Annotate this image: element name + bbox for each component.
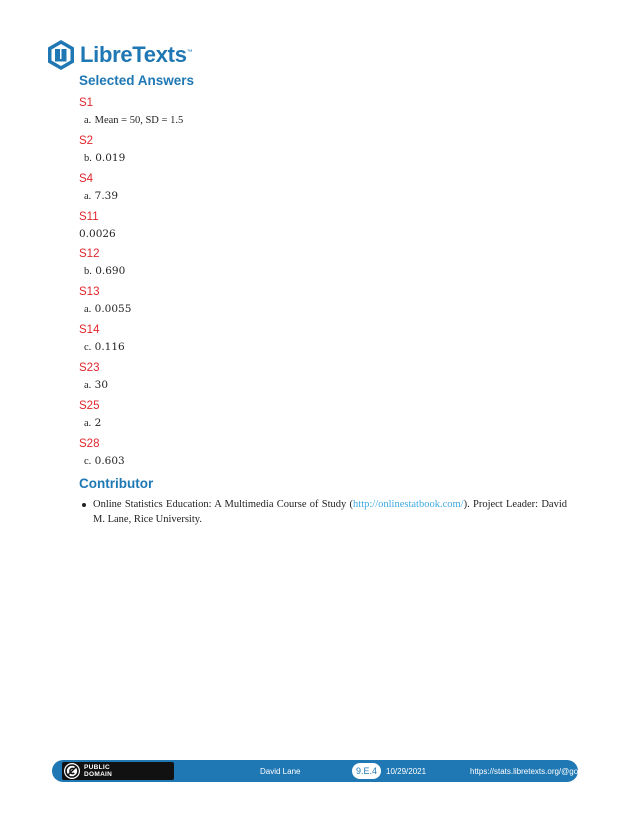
answer-value: a. 7.39	[84, 190, 119, 202]
public-domain-badge[interactable]	[62, 762, 174, 780]
question-label: S1	[79, 97, 94, 109]
license-text: PUBLIC DOMAIN	[84, 764, 113, 778]
answer-value: c. 0.603	[84, 455, 125, 467]
question-label: S14	[79, 324, 100, 336]
answer-item	[79, 285, 567, 317]
answer-item	[79, 247, 567, 279]
answer-item	[79, 96, 567, 128]
answer-item	[79, 437, 567, 469]
contributor-item: Online Statistics Education: A Multimedia Course of Study (http://onlinestatbook.com/). Project Leader: David M. Lane, Rice University.	[93, 499, 567, 525]
answer-item	[79, 134, 567, 166]
question-label: S4	[79, 173, 94, 185]
footer-page-number: 9.E.4	[352, 763, 381, 779]
answer-value: a. 0.0055	[84, 303, 132, 315]
public-domain-icon	[64, 763, 80, 779]
footer-date: 10/29/2021	[386, 767, 427, 776]
question-label: S11	[79, 211, 99, 223]
answer-value: a. 2	[84, 417, 102, 429]
question-label: S25	[79, 400, 100, 412]
answers-list	[79, 96, 567, 469]
libretexts-logo[interactable]	[46, 38, 192, 72]
footer-url-link[interactable]: https://stats.libretexts.org/@go/page/2271	[470, 767, 619, 776]
logo-text: LibreTexts™	[80, 42, 193, 67]
answer-item	[79, 210, 567, 241]
question-label: S23	[79, 362, 100, 374]
contributor-title: Contributor	[79, 476, 154, 491]
answer-item	[79, 361, 567, 393]
question-label: S28	[79, 438, 100, 450]
question-label: S12	[79, 248, 100, 260]
contributor-list	[79, 497, 567, 527]
question-label: S2	[79, 135, 94, 147]
answer-value: 0.0026	[79, 228, 116, 240]
answer-value: b. 0.690	[84, 265, 126, 277]
answer-value: a. 30	[84, 379, 109, 391]
answer-item	[79, 323, 567, 355]
footer-author: David Lane	[260, 767, 301, 776]
answer-item	[79, 399, 567, 431]
libretexts-logo-icon	[46, 39, 76, 71]
question-label: S13	[79, 286, 100, 298]
page-content	[79, 72, 567, 527]
answer-value: b. 0.019	[84, 152, 126, 164]
answer-value: c. 0.116	[84, 341, 125, 353]
answer-value: a. Mean = 50, SD = 1.5	[84, 115, 184, 126]
answer-item	[79, 172, 567, 204]
page-footer	[52, 760, 619, 782]
section-title: Selected Answers	[79, 73, 195, 88]
onlinestatbook-link[interactable]: http://onlinestatbook.com/	[353, 499, 464, 510]
